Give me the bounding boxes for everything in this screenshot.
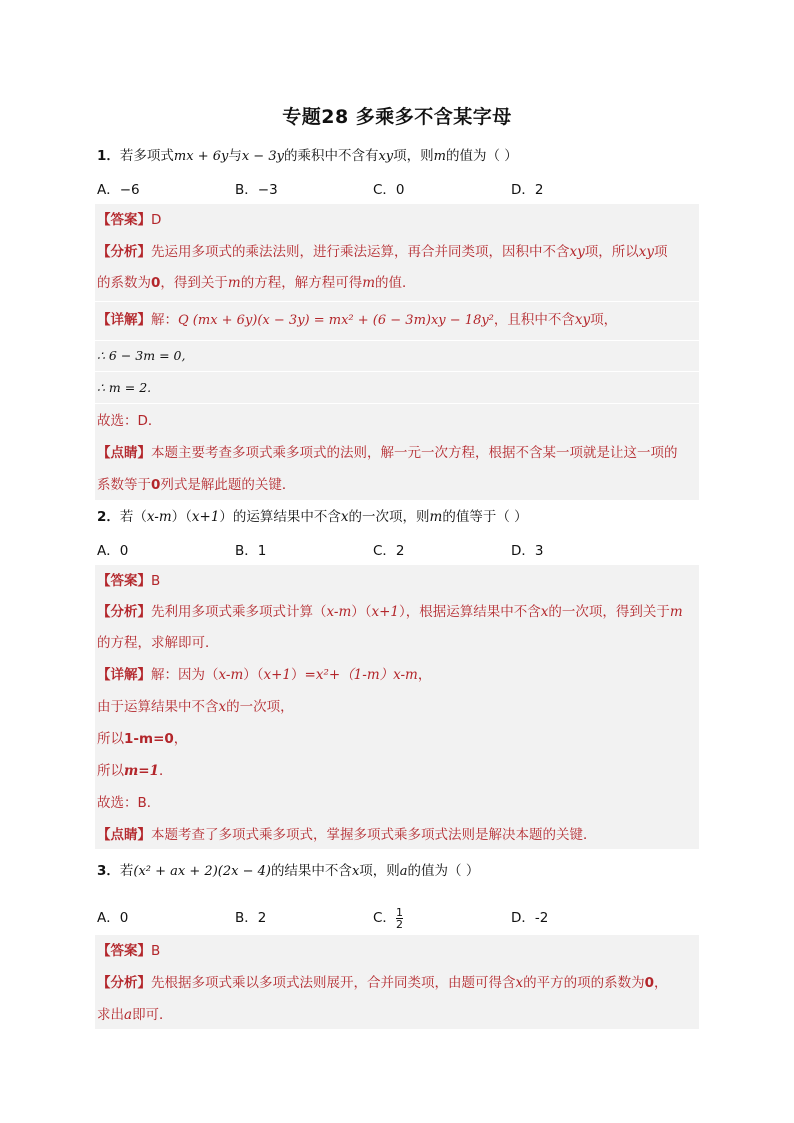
option-c: C． $\frac{1}{2}$: [373, 905, 403, 931]
q2-step2: 所以1-m=0，: [97, 731, 188, 747]
divider: [95, 403, 699, 404]
option-d: D．2: [511, 182, 544, 198]
q1-comment-line2: 系数等于0列式是解此题的关键．: [97, 477, 296, 493]
q2-comment: 【点睛】本题考查了多项式乘多项式，掌握多项式乘多项式法则是解决本题的关键．: [97, 827, 597, 843]
option-d: D．3: [511, 543, 544, 559]
fraction-one-half: $\frac{1}{2}$: [395, 905, 403, 931]
q1-analysis-line2: 的系数为0，得到关于m的方程，解方程可得m的值．: [97, 275, 416, 291]
question-2-options: [97, 539, 697, 559]
q2-step3: 所以m=1．: [97, 763, 173, 779]
q2-answer: 【答案】B: [97, 573, 161, 589]
q3-analysis-line1: 【分析】先根据多项式乘以多项式法则展开，合并同类项，由题可得含x的平方的项的系数为0，: [97, 975, 668, 991]
q1-choice: 故选：D．: [97, 413, 162, 429]
q2-detail: 【详解】解：因为（x-m）（x+1）=x²+（1-m）x-m，: [97, 667, 432, 683]
question-3-stem: 3．若(x² + ax + 2)(2x − 4)的结果中不含x项，则a的值为（ ）: [97, 863, 480, 879]
option-a: A．0: [97, 543, 129, 559]
option-b: B．2: [235, 910, 267, 926]
q2-analysis-line2: 的方程，求解即可．: [97, 635, 219, 651]
question-3-options: [97, 904, 697, 930]
option-d: D．-2: [511, 910, 549, 926]
option-a: A．0: [97, 910, 129, 926]
q1-analysis-line1: 【分析】先运用多项式的乘法法则，进行乘法运算，再合并同类项，因积中不含xy项，所以xy项: [97, 244, 668, 260]
q2-step1: 由于运算结果中不含x的一次项，: [97, 699, 294, 715]
divider: [95, 301, 699, 302]
q1-step1: ∴ 6 − 3m = 0,: [97, 348, 186, 363]
q1-step2: ∴ m = 2.: [97, 380, 152, 395]
q1-detail: 【详解】解：Q (mx + 6y)(x − 3y) = mx² + (6 − 3m)xy − 18y²，且积中不含xy项，: [97, 312, 618, 328]
q2-choice: 故选：B．: [97, 795, 161, 811]
q1-answer: 【答案】D: [97, 212, 162, 228]
q3-analysis-line2: 求出a即可．: [97, 1007, 173, 1023]
option-a: A．−6: [97, 182, 140, 198]
q3-answer: 【答案】B: [97, 943, 161, 959]
question-1-stem: 1．若多项式mx + 6y与x − 3y的乘积中不含有xy项，则m的值为（ ）: [97, 148, 518, 164]
question-2-stem: 2．若（x-m）（x+1）的运算结果中不含x的一次项，则m的值等于（ ）: [97, 509, 528, 525]
q1-comment-line1: 【点睛】本题主要考查多项式乘多项式的法则，解一元一次方程，根据不含某一项就是让这一项的: [97, 445, 678, 461]
divider: [95, 340, 699, 341]
option-c: C．0: [373, 182, 405, 198]
q2-analysis-line1: 【分析】先利用多项式乘多项式计算（x-m）（x+1），根据运算结果中不含x的一次项，得到关于m: [97, 604, 683, 620]
option-c: C．2: [373, 543, 405, 559]
page-title: 专题28 多乘多不含某字母: [282, 106, 512, 128]
divider: [95, 371, 699, 372]
option-b: B．1: [235, 543, 267, 559]
question-1-options: [97, 178, 697, 198]
option-b: B．−3: [235, 182, 278, 198]
